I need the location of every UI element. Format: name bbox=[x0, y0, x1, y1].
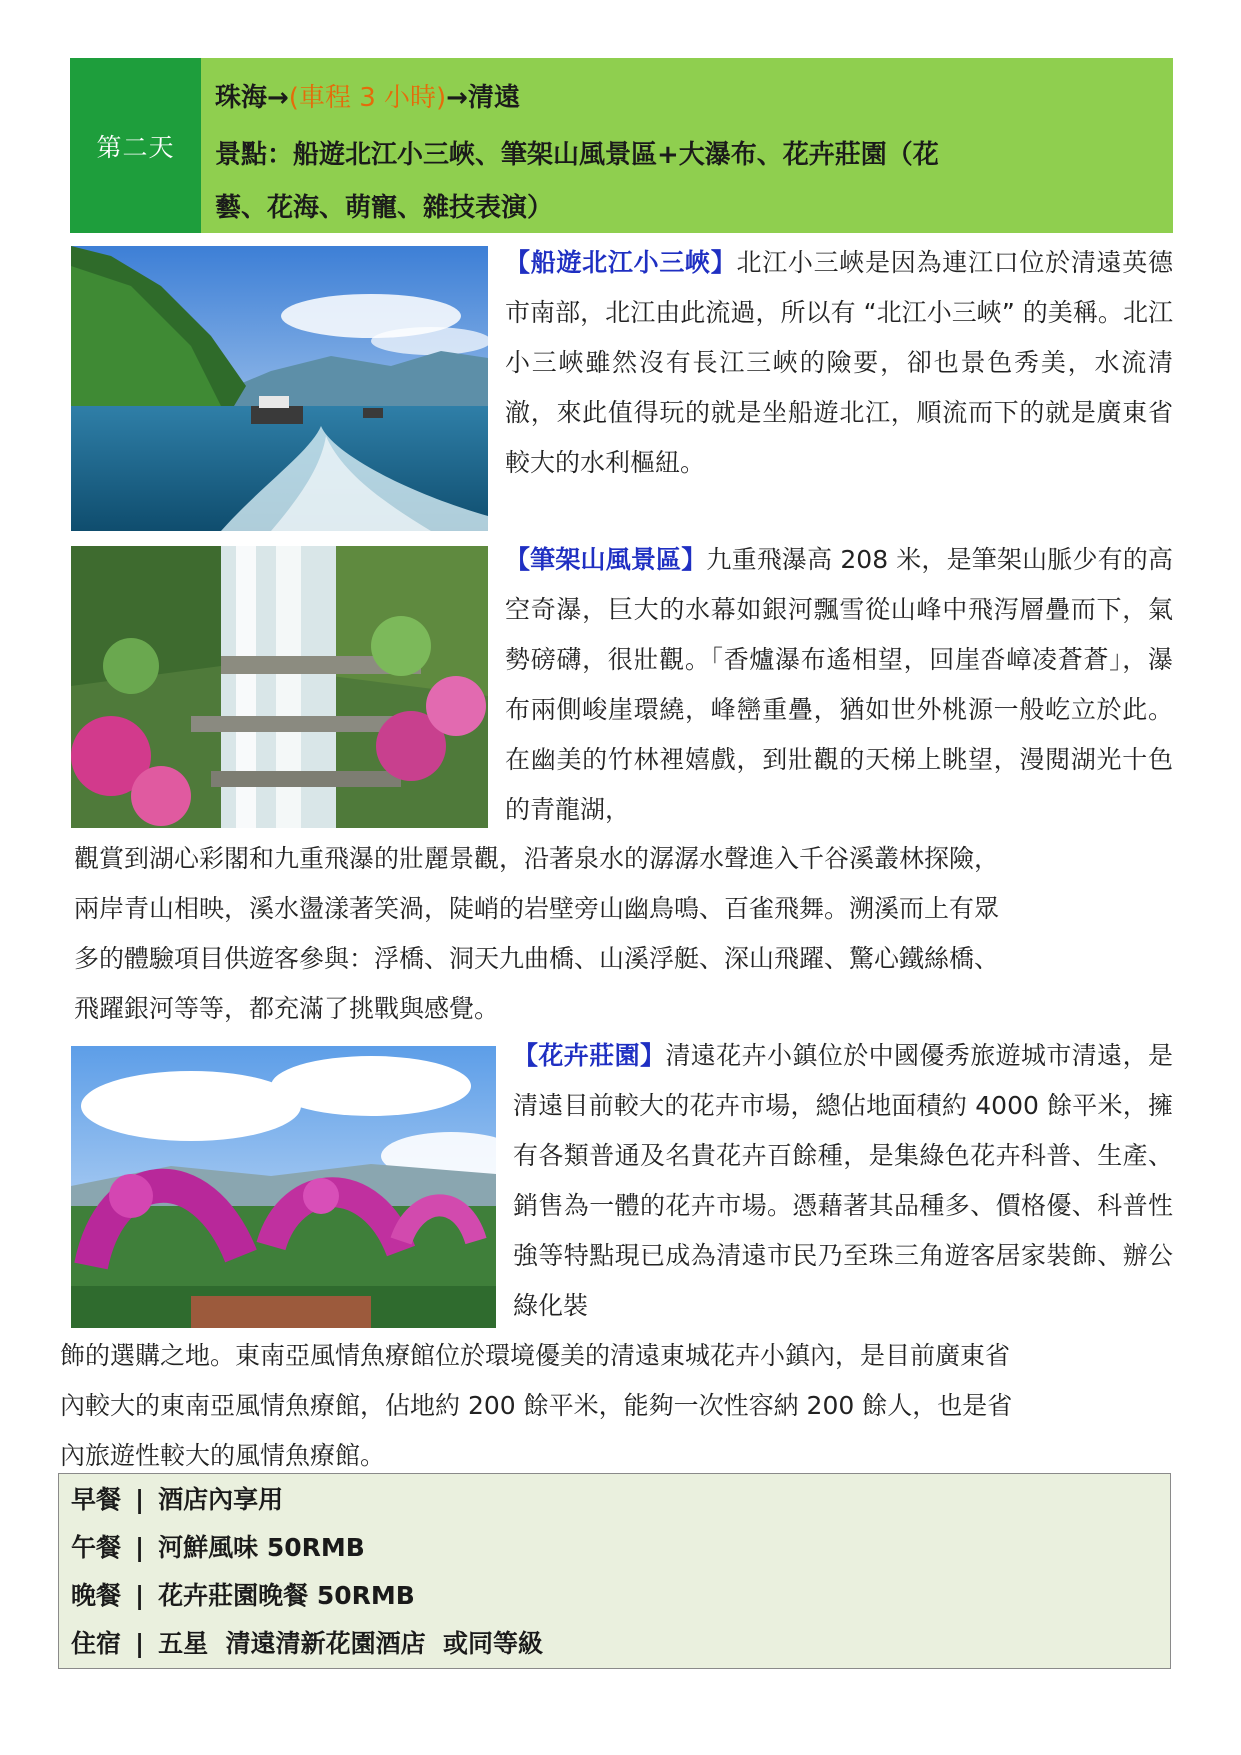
spots-line-1: 景點：船遊北江小三峽、筆架山風景區+大瀑布、花卉莊園（花 bbox=[215, 140, 939, 170]
route-line bbox=[215, 58, 1173, 132]
meal-separator: | bbox=[135, 1629, 145, 1658]
spots-line-2: 藝、花海、萌寵、雜技表演） bbox=[215, 193, 554, 223]
meal-value: 五星 清遠清新花園酒店 或同等級 bbox=[158, 1629, 543, 1658]
bijia-waterfall-photo bbox=[71, 546, 488, 828]
meal-separator: | bbox=[135, 1581, 145, 1610]
header-body bbox=[201, 58, 1173, 233]
route-to: →清遠 bbox=[446, 83, 520, 113]
bijia-line-1: 觀賞到湖心彩閣和九重飛瀑的壯麗景觀，沿著泉水的潺潺水聲進入千谷溪叢林探險， bbox=[74, 844, 1000, 873]
meal-value: 酒店內享用 bbox=[158, 1485, 284, 1514]
bijia-line-3: 多的體驗項目供遊客參與：浮橋、洞天九曲橋、山溪浮艇、深山飛躍、驚心鐵絲橋、 bbox=[74, 944, 1000, 973]
route-drive-time: (車程 3 小時) bbox=[288, 83, 447, 113]
flower-text: 清遠花卉小鎮位於中國優秀旅遊城市清遠，是清遠目前較大的花卉市場，總佔地面積約 4000 餘平米，擁有各類普通及名貴花卉百餘種，是集綠色花卉科普、生產、銷售為一體的花卉市場。憑藉著其品種多、價格優、科普性強等特點現已成為清遠市民乃至珠三角遊客居家裝飾、辦公綠化裝 bbox=[513, 1041, 1173, 1320]
meal-label: 住宿 bbox=[71, 1629, 122, 1658]
bijia-line-4: 飛躍銀河等等，都充滿了挑戰與感覺。 bbox=[74, 994, 500, 1023]
flower-line-3: 內旅遊性較大的風情魚療館。 bbox=[60, 1441, 386, 1470]
meal-row-lunch bbox=[71, 1524, 1170, 1572]
flower-line-2: 內較大的東南亞風情魚療館，佔地約 200 餘平米，能夠一次性容納 200 餘人，也是省 bbox=[60, 1391, 1013, 1420]
meal-label: 晚餐 bbox=[71, 1581, 122, 1610]
bijia-text: 九重飛瀑高 208 米，是筆架山脈少有的高空奇瀑，巨大的水幕如銀河飄雪從山峰中飛泻層疊而下，氣勢磅礴，很壯觀。「香爐瀑布遙相望，回崖沓嶂凌蒼蒼」，瀑布兩側峻崖環繞，峰巒重疊，猶如世外桃源一般屹立於此。在幽美的竹林裡嬉戲，到壯觀的天梯上眺望，漫閱湖光十色的青龍湖， bbox=[505, 545, 1173, 824]
meal-row-breakfast bbox=[71, 1476, 1170, 1524]
meal-value: 花卉莊園晚餐 50RMB bbox=[158, 1581, 415, 1610]
flower-paragraph bbox=[513, 1031, 1173, 1331]
beijiang-gorge-photo bbox=[71, 246, 488, 531]
meal-value: 河鮮風味 50RMB bbox=[158, 1533, 365, 1562]
beijiang-text: 北江小三峽是因為連江口位於清遠英德市南部，北江由此流過，所以有 “北江小三峽” 的美稱。北江小三峽雖然沒有長江三峽的險要，卻也景色秀美，水流清澈，來此值得玩的就是坐船遊北江，順流而下的就是廣東省較大的水利樞紐。 bbox=[505, 248, 1173, 477]
meal-row-hotel bbox=[71, 1620, 1170, 1668]
flower-title: 【花卉莊園】 bbox=[513, 1041, 666, 1070]
meals-box bbox=[58, 1473, 1171, 1669]
meal-label: 午餐 bbox=[71, 1533, 122, 1562]
flower-line-1: 飾的選購之地。東南亞風情魚療館位於環境優美的清遠東城花卉小鎮內，是目前廣東省 bbox=[60, 1341, 1011, 1370]
bijia-line-2: 兩岸青山相映，溪水盪漾著笑渦，陡峭的岩壁旁山幽鳥鳴、百雀飛舞。溯溪而上有眾 bbox=[74, 894, 1000, 923]
bijia-paragraph bbox=[505, 535, 1173, 835]
bijia-title: 【筆架山風景區】 bbox=[505, 545, 707, 574]
day-header bbox=[70, 58, 1173, 233]
day-label: 第二天 bbox=[70, 58, 201, 233]
meal-separator: | bbox=[135, 1533, 145, 1562]
meal-label: 早餐 bbox=[71, 1485, 122, 1514]
route-from: 珠海→ bbox=[215, 83, 289, 113]
meal-separator: | bbox=[135, 1485, 145, 1514]
beijiang-paragraph bbox=[505, 238, 1173, 488]
meal-row-dinner bbox=[71, 1572, 1170, 1620]
beijiang-title: 【船遊北江小三峽】 bbox=[505, 248, 737, 277]
flower-garden-photo bbox=[71, 1046, 496, 1328]
